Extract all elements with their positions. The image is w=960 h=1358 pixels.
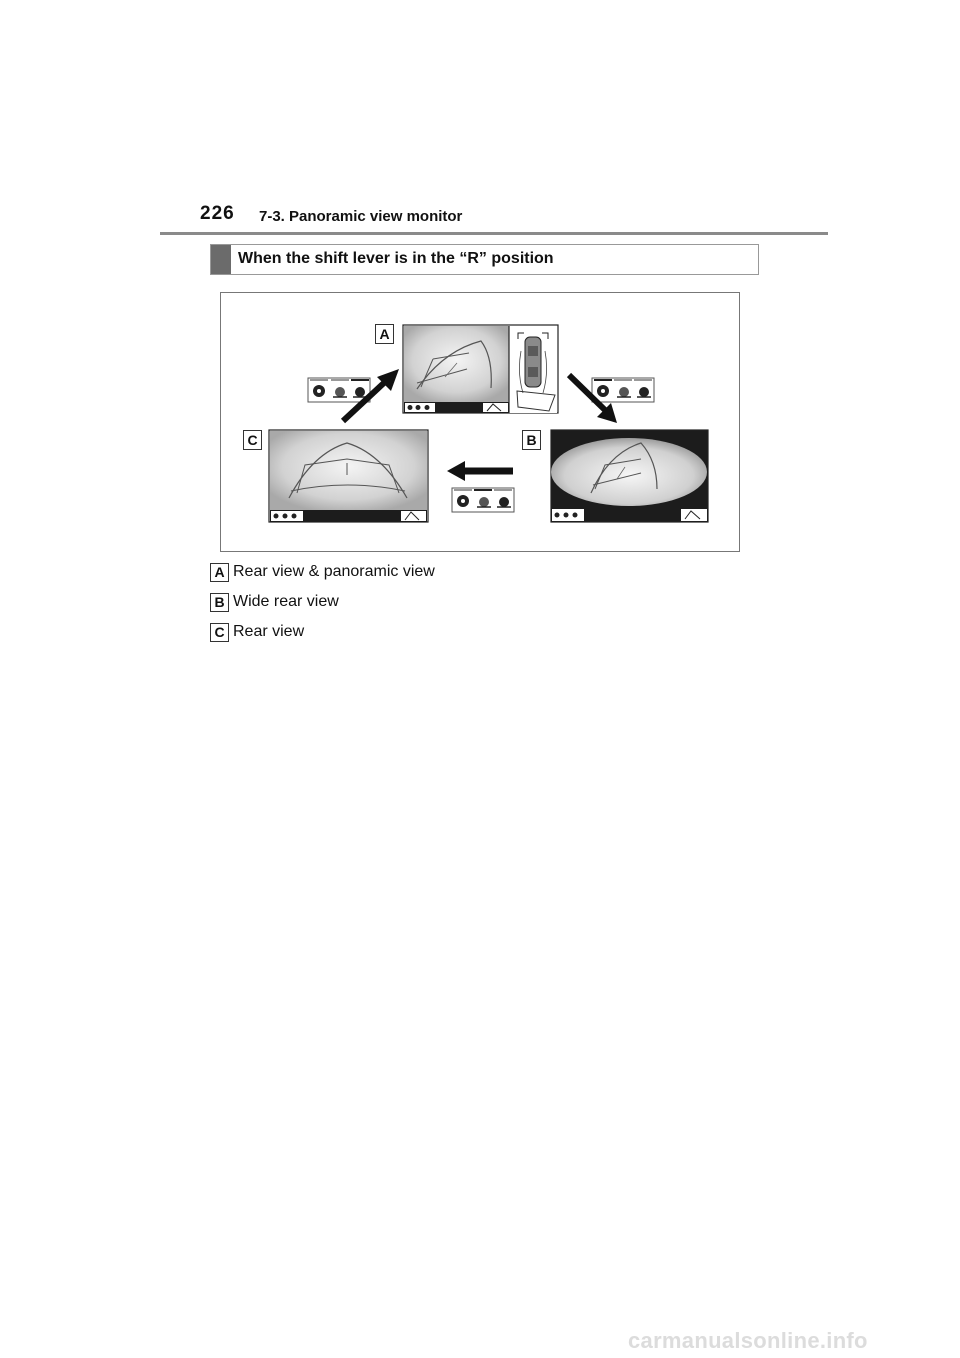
caption-letter-a: A xyxy=(210,563,229,582)
figure-label-a: A xyxy=(375,324,394,344)
caption-text-b: Wide rear view xyxy=(233,593,339,610)
section-heading-box xyxy=(210,244,759,275)
section-heading-text: When the shift lever is in the “R” position xyxy=(238,250,554,267)
caption-text-a: Rear view & panoramic view xyxy=(233,563,435,580)
watermark-text: carmanualsonline.info xyxy=(628,1328,868,1353)
illustration-svg xyxy=(221,293,741,553)
screen-b-wide-rear-view xyxy=(551,430,708,522)
monitor-view-illustration xyxy=(220,292,740,552)
heading-accent-bar xyxy=(211,245,231,274)
caption-text-c: Rear view xyxy=(233,623,305,640)
header-rule xyxy=(160,232,828,235)
figure-label-b: B xyxy=(522,430,541,450)
button-group-left-top xyxy=(308,378,370,402)
arrow-b-to-c xyxy=(447,461,513,481)
section-title: 7-3. Panoramic view monitor xyxy=(259,208,463,225)
figure-label-c: C xyxy=(243,430,262,450)
button-group-right-top xyxy=(592,378,654,402)
screen-c-rear-view xyxy=(269,430,428,522)
caption-letter-c: C xyxy=(210,623,229,642)
screen-a-rear-and-panoramic-view xyxy=(403,325,558,413)
page-number: 226 xyxy=(200,203,235,224)
caption-letter-b: B xyxy=(210,593,229,612)
button-group-bottom-center xyxy=(452,488,514,512)
